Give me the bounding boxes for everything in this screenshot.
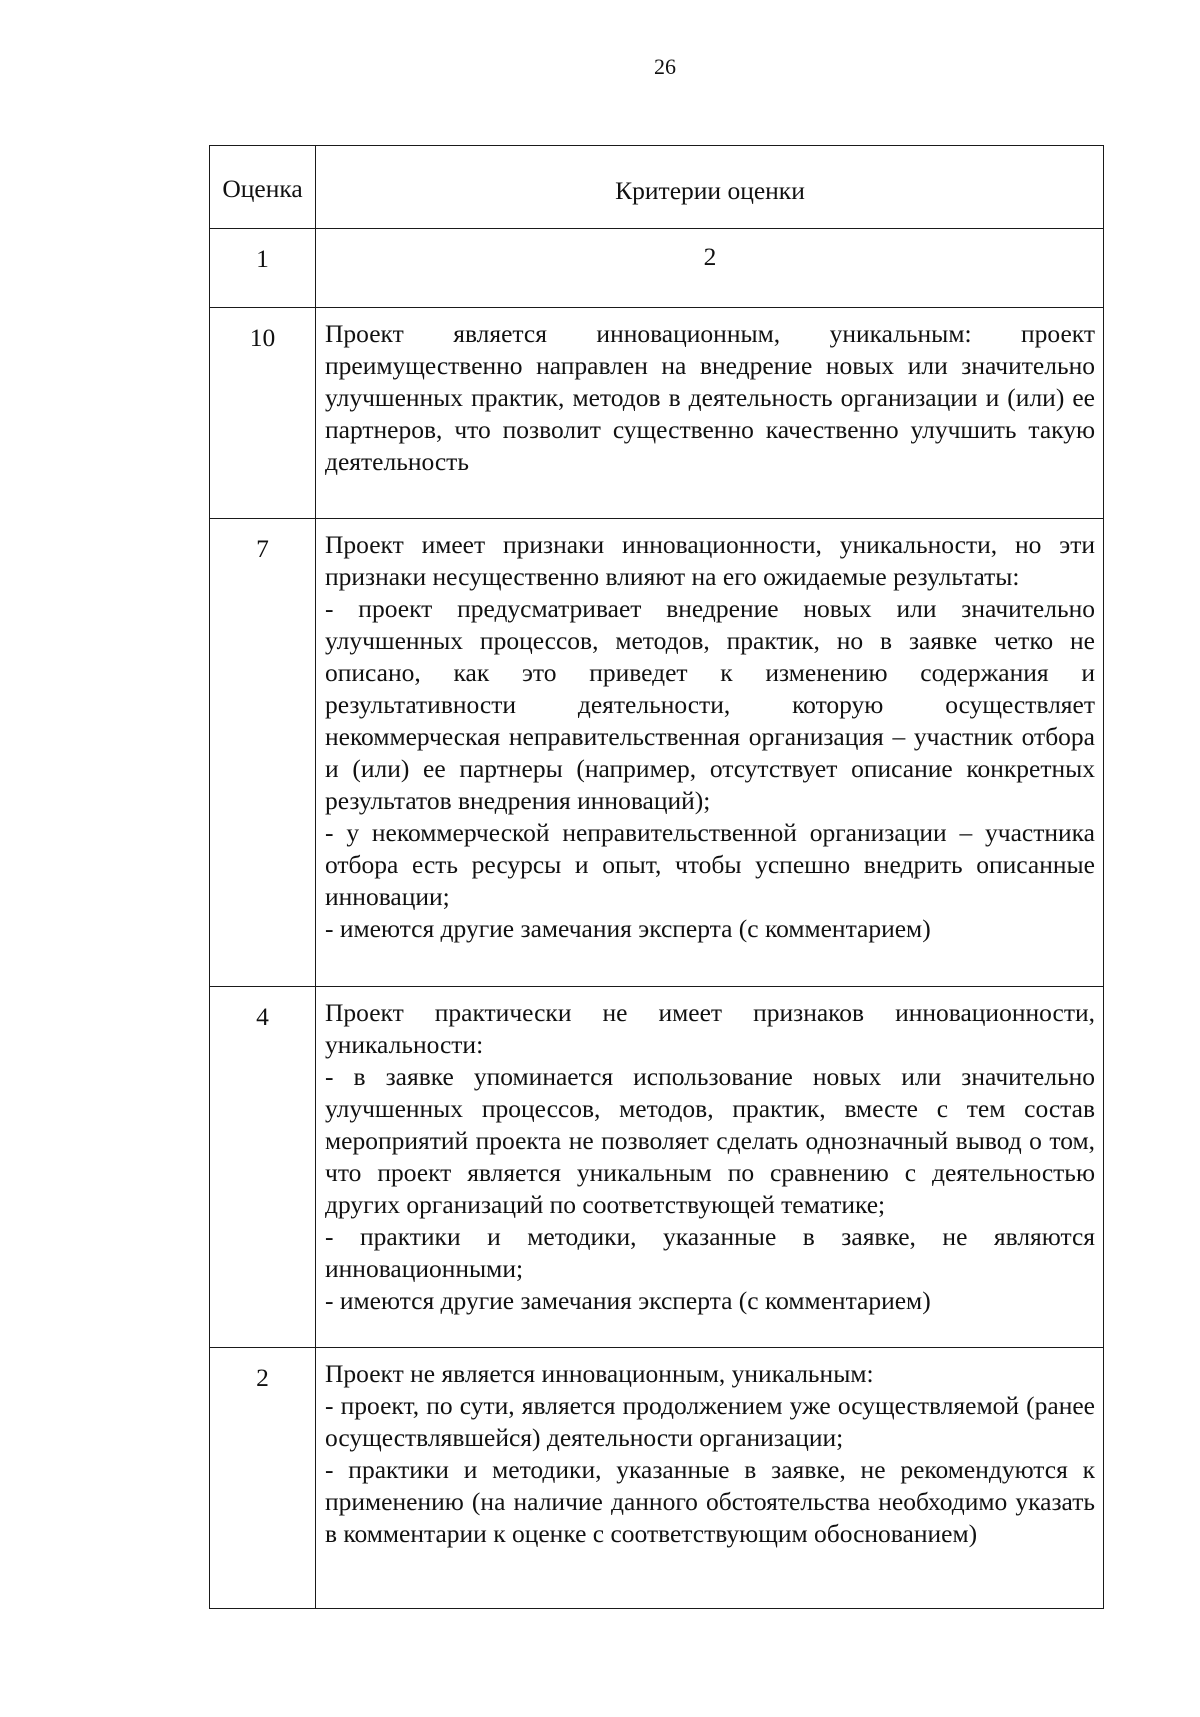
column-numbering-row — [210, 229, 1104, 308]
criteria-paragraph: Проект не является инновационным, уникальным: — [325, 1359, 874, 1388]
criteria-paragraph: - имеются другие замечания эксперта (с комментарием) — [325, 914, 931, 943]
score-value: 7 — [210, 519, 316, 987]
criteria-paragraph: Проект имеет признаки инновационности, уникальности, но эти признаки несущественно влияют на его ожидаемые результаты: — [325, 530, 1095, 591]
table-row — [210, 308, 1104, 519]
table-row — [210, 519, 1104, 987]
criteria-description — [316, 1348, 1104, 1609]
score-value: 2 — [210, 1348, 316, 1609]
column-number-score: 1 — [210, 229, 316, 308]
header-score: Оценка — [210, 146, 316, 229]
criteria-paragraph: Проект практически не имеет признаков инновационности, уникальности: — [325, 998, 1095, 1059]
score-value: 4 — [210, 987, 316, 1348]
table-row — [210, 1348, 1104, 1609]
criteria-paragraph: - проект предусматривает внедрение новых или значительно улучшенных процессов, методов, практик, но в заявке четко не описано, как это приведет к изменению содержания и результативности деятельности, которую осуществляет некоммерческая неправительственная организация – участник отбора и (или) ее партнеры (например, отсутствует описание конкретных результатов внедрения инноваций); — [325, 594, 1095, 815]
criteria-paragraph: - проект, по сути, является продолжением уже осуществляемой (ранее осуществлявшейся) деятельности организации; — [325, 1391, 1095, 1452]
page-number: 26 — [654, 54, 676, 79]
criteria-paragraph: Проект является инновационным, уникальным: проект преимущественно направлен на внедрение новых или значительно улучшенных практик, методов в деятельность организации и (или) ее партнеров, что позволит существенно качественно улучшить такую деятельность — [325, 319, 1095, 476]
criteria-description — [316, 519, 1104, 987]
criteria-paragraph: - в заявке упоминается использование новых или значительно улучшенных процессов, методов, практик, вместе с тем состав мероприятий проекта не позволяет сделать однозначный вывод о том, что проект является уникальным по сравнению с деятельностью других организаций по соответствующей тематике; — [325, 1062, 1095, 1219]
header-criteria: Критерии оценки — [316, 146, 1104, 229]
criteria-description — [316, 308, 1104, 519]
criteria-paragraph: - практики и методики, указанные в заявке, не рекомендуются к применению (на наличие данного обстоятельства необходимо указать в комментарии к оценке с соответствующим обоснованием) — [325, 1455, 1095, 1548]
table-header-row — [210, 146, 1104, 229]
column-number-criteria: 2 — [316, 229, 1104, 308]
table-row — [210, 987, 1104, 1348]
criteria-paragraph: - практики и методики, указанные в заявке, не являются инновационными; — [325, 1222, 1095, 1283]
criteria-paragraph: - имеются другие замечания эксперта (с комментарием) — [325, 1286, 931, 1315]
criteria-description — [316, 987, 1104, 1348]
evaluation-criteria-table — [209, 145, 1104, 1609]
criteria-paragraph: - у некоммерческой неправительственной организации – участника отбора есть ресурсы и опыт, чтобы успешно внедрить описанные инновации; — [325, 818, 1095, 911]
score-value: 10 — [210, 308, 316, 519]
